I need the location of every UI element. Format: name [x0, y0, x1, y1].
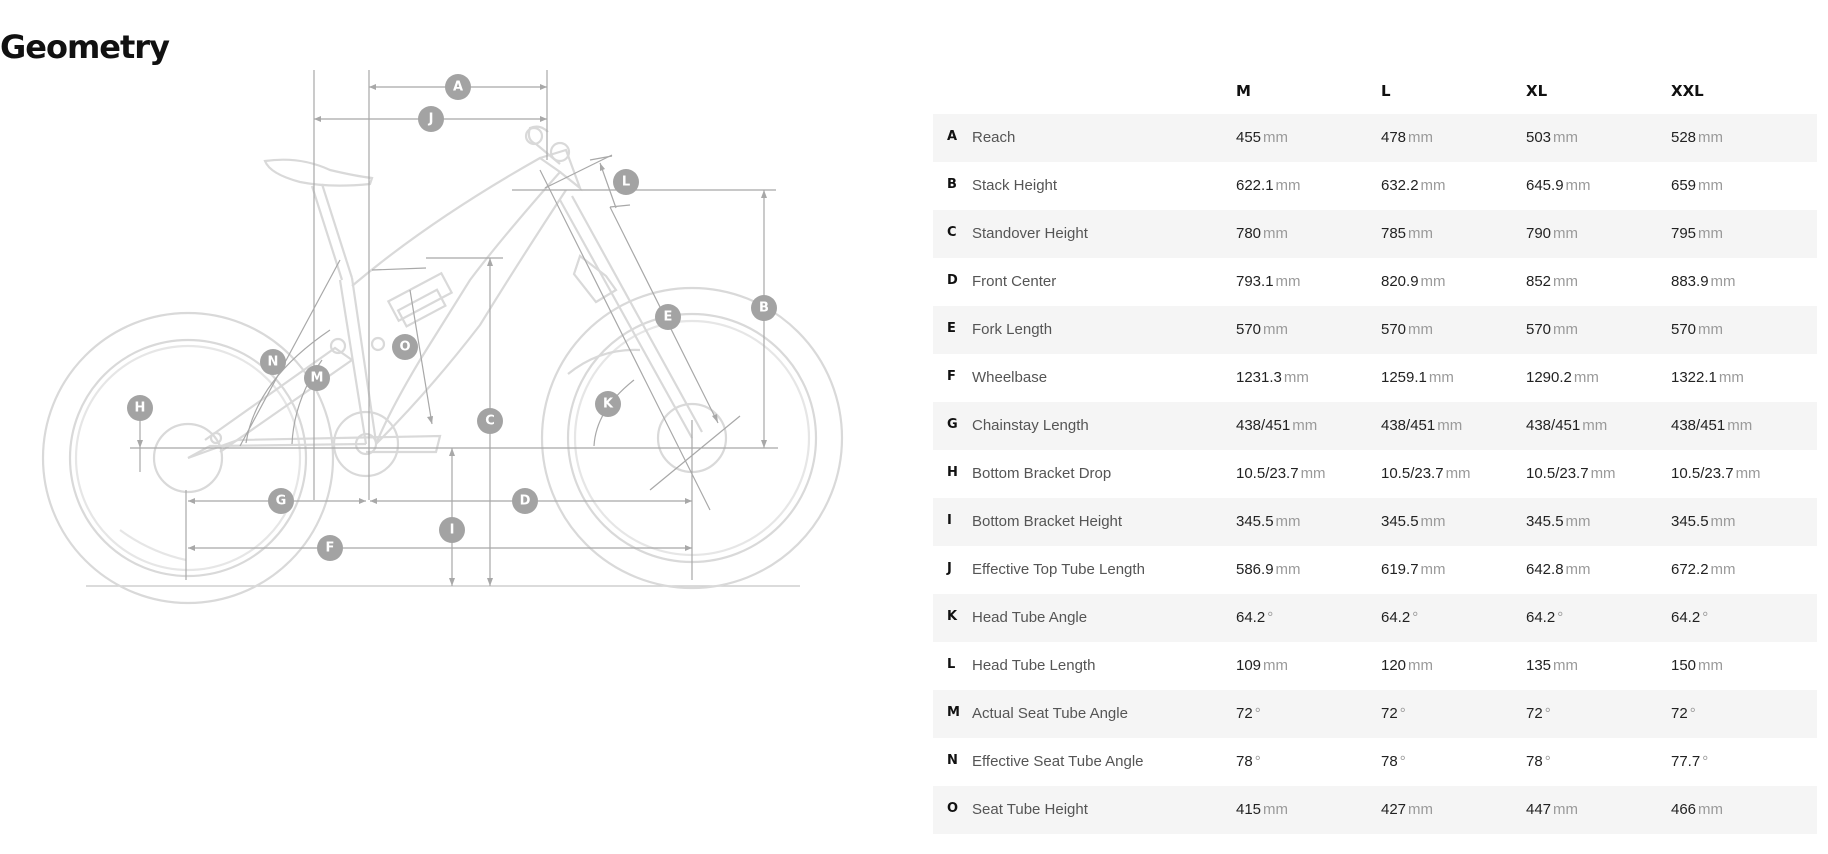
cell-value: 78: [1526, 753, 1543, 770]
cell-value: 447: [1526, 801, 1552, 818]
row-label: Fork Length: [972, 321, 1053, 338]
cell-unit: °: [1544, 753, 1551, 770]
cell-value: 466: [1671, 801, 1697, 818]
row-letter: M: [947, 705, 960, 720]
badge-i: [439, 517, 465, 543]
row-letter: N: [947, 753, 958, 768]
cell-value: 659: [1671, 177, 1697, 194]
cell-unit: mm: [1263, 321, 1289, 338]
row-letter: G: [947, 417, 958, 432]
cell-unit: mm: [1300, 465, 1326, 482]
badge-k: [595, 391, 621, 417]
cell-unit: °: [1702, 753, 1709, 770]
table-cell: [1381, 369, 1454, 386]
row-letter: O: [947, 801, 959, 816]
cell-unit: mm: [1735, 465, 1761, 482]
row-label: Head Tube Angle: [972, 609, 1088, 626]
table-cell: [1236, 177, 1301, 194]
cell-value: 570: [1381, 321, 1407, 338]
table-cell: [1671, 129, 1723, 146]
table-cell: [1236, 753, 1261, 770]
svg-text:N: N: [267, 354, 279, 370]
cell-value: 72: [1526, 705, 1543, 722]
cell-unit: mm: [1582, 417, 1608, 434]
row-label: Head Tube Length: [972, 657, 1096, 674]
badge-b: [751, 295, 777, 321]
cell-value: 345.5: [1526, 513, 1564, 530]
cell-unit: °: [1254, 753, 1261, 770]
table-cell: [1236, 225, 1288, 242]
cell-value: 528: [1671, 129, 1697, 146]
svg-text:A: A: [452, 79, 464, 95]
table-cell: [1671, 753, 1708, 770]
table-cell: [1526, 129, 1578, 146]
cell-unit: mm: [1553, 225, 1579, 242]
badge-l: [613, 169, 639, 195]
cell-unit: °: [1702, 609, 1709, 626]
table-cell: [1236, 129, 1288, 146]
cell-value: 1322.1: [1671, 369, 1717, 386]
badge-g: [268, 488, 294, 514]
table-cell: [1236, 465, 1326, 482]
cell-value: 438/451: [1381, 417, 1436, 434]
table-cell: [1236, 561, 1301, 578]
cell-unit: °: [1544, 705, 1551, 722]
table-cell: [1381, 129, 1433, 146]
cell-value: 642.8: [1526, 561, 1564, 578]
badge-f: [317, 535, 343, 561]
column-header-xl: XL: [1526, 82, 1548, 100]
table-cell: [1381, 177, 1446, 194]
cell-value: 455: [1236, 129, 1262, 146]
row-letter: H: [947, 465, 958, 480]
cell-value: 1290.2: [1526, 369, 1572, 386]
cell-value: 586.9: [1236, 561, 1274, 578]
cell-value: 1231.3: [1236, 369, 1282, 386]
cell-unit: mm: [1263, 225, 1289, 242]
table-cell: [1526, 657, 1578, 674]
cell-unit: mm: [1710, 561, 1736, 578]
table-cell: [1526, 417, 1607, 434]
cell-value: 415: [1236, 801, 1262, 818]
cell-unit: °: [1689, 705, 1696, 722]
cell-value: 72: [1236, 705, 1253, 722]
cell-value: 795: [1671, 225, 1697, 242]
cell-unit: mm: [1727, 417, 1753, 434]
table-cell: [1671, 273, 1736, 290]
badge-n: [260, 349, 286, 375]
cell-value: 790: [1526, 225, 1552, 242]
table-cell: [1526, 753, 1551, 770]
row-label: Chainstay Length: [972, 417, 1089, 434]
cell-value: 109: [1236, 657, 1262, 674]
table-row: [933, 786, 1817, 834]
row-label: Wheelbase: [972, 369, 1048, 386]
table-cell: [1671, 657, 1723, 674]
table-cell: [1671, 513, 1736, 530]
row-letter: F: [947, 369, 956, 384]
cell-value: 345.5: [1381, 513, 1419, 530]
dimension-lines: [130, 70, 778, 586]
svg-text:I: I: [449, 522, 455, 538]
table-row: [933, 114, 1817, 162]
cell-unit: mm: [1698, 129, 1724, 146]
cell-value: 883.9: [1671, 273, 1709, 290]
cell-value: 72: [1671, 705, 1688, 722]
cell-value: 438/451: [1526, 417, 1581, 434]
row-label: Bottom Bracket Drop: [972, 465, 1112, 482]
row-label: Front Center: [972, 273, 1057, 290]
table-cell: [1381, 609, 1418, 626]
cell-value: 438/451: [1236, 417, 1291, 434]
table-cell: [1526, 561, 1591, 578]
column-header-xxl: XXL: [1671, 82, 1704, 100]
table-cell: [1671, 321, 1723, 338]
cell-value: 852: [1526, 273, 1552, 290]
table-cell: [1381, 273, 1446, 290]
table-cell: [1381, 321, 1433, 338]
cell-unit: mm: [1553, 129, 1579, 146]
svg-text:B: B: [759, 300, 769, 316]
cell-unit: mm: [1263, 801, 1289, 818]
table-row: [933, 306, 1817, 354]
table-body: [933, 114, 1817, 834]
svg-text:M: M: [310, 370, 324, 386]
row-label: Stack Height: [972, 177, 1058, 194]
cell-value: 785: [1381, 225, 1407, 242]
cell-unit: mm: [1420, 561, 1446, 578]
cell-unit: mm: [1292, 417, 1318, 434]
badge-o: [392, 334, 418, 360]
row-letter: C: [947, 225, 957, 240]
row-letter: I: [947, 513, 952, 528]
cell-unit: mm: [1710, 273, 1736, 290]
table-row: [933, 210, 1817, 258]
table-cell: [1381, 417, 1462, 434]
table-cell: [1526, 177, 1591, 194]
svg-text:K: K: [602, 396, 614, 412]
table-row: [933, 258, 1817, 306]
cell-value: 78: [1236, 753, 1253, 770]
badge-e: [655, 304, 681, 330]
column-header-m: M: [1236, 82, 1251, 100]
cell-unit: mm: [1553, 273, 1579, 290]
bike-geometry-svg: [0, 60, 860, 620]
column-header-l: L: [1381, 82, 1391, 100]
badge-m: [304, 365, 330, 391]
cell-unit: mm: [1590, 465, 1616, 482]
cell-unit: °: [1267, 609, 1274, 626]
cell-unit: mm: [1698, 657, 1724, 674]
table-row: [933, 162, 1817, 210]
cell-unit: mm: [1408, 657, 1434, 674]
table-cell: [1236, 657, 1288, 674]
table-cell: [1381, 465, 1471, 482]
cell-value: 135: [1526, 657, 1552, 674]
cell-unit: mm: [1263, 657, 1289, 674]
badge-c: [477, 408, 503, 434]
cell-unit: mm: [1718, 369, 1744, 386]
table-row: [933, 642, 1817, 690]
row-label: Effective Seat Tube Angle: [972, 753, 1144, 770]
table-row: [933, 546, 1817, 594]
table-cell: [1526, 609, 1563, 626]
table-cell: [1381, 561, 1446, 578]
table-cell: [1526, 513, 1591, 530]
row-label: Effective Top Tube Length: [972, 561, 1145, 578]
cell-unit: mm: [1565, 177, 1591, 194]
table-cell: [1671, 369, 1744, 386]
cell-value: 793.1: [1236, 273, 1274, 290]
cell-unit: mm: [1437, 417, 1463, 434]
cell-unit: mm: [1275, 513, 1301, 530]
row-label: Standover Height: [972, 225, 1088, 242]
table-row: [933, 594, 1817, 642]
table-row: [933, 354, 1817, 402]
cell-value: 503: [1526, 129, 1552, 146]
cell-unit: mm: [1420, 177, 1446, 194]
table-cell: [1671, 801, 1723, 818]
svg-text:H: H: [134, 400, 146, 416]
table-cell: [1381, 801, 1433, 818]
table-cell: [1236, 609, 1273, 626]
cell-unit: mm: [1710, 513, 1736, 530]
row-letter: E: [947, 321, 956, 336]
table-row: [933, 738, 1817, 786]
svg-text:D: D: [519, 493, 531, 509]
cell-value: 622.1: [1236, 177, 1274, 194]
table-cell: [1671, 225, 1723, 242]
row-letter: J: [947, 561, 952, 576]
cell-value: 1259.1: [1381, 369, 1427, 386]
svg-text:C: C: [485, 413, 495, 429]
table-cell: [1671, 465, 1761, 482]
svg-text:L: L: [621, 174, 631, 190]
row-label: Reach: [972, 129, 1016, 146]
cell-value: 570: [1526, 321, 1552, 338]
cell-value: 345.5: [1236, 513, 1274, 530]
cell-unit: mm: [1553, 657, 1579, 674]
table-row: [933, 498, 1817, 546]
cell-unit: mm: [1698, 177, 1724, 194]
table-cell: [1381, 705, 1406, 722]
svg-text:E: E: [663, 309, 673, 325]
badge-a: [445, 74, 471, 100]
cell-value: 570: [1671, 321, 1697, 338]
cell-value: 78: [1381, 753, 1398, 770]
cell-value: 478: [1381, 129, 1407, 146]
badge-h: [127, 395, 153, 421]
cell-value: 10.5/23.7: [1526, 465, 1589, 482]
badge-j: [418, 106, 444, 132]
cell-value: 438/451: [1671, 417, 1726, 434]
cell-value: 345.5: [1671, 513, 1709, 530]
table-header: [933, 70, 1817, 114]
cell-unit: mm: [1420, 273, 1446, 290]
table-cell: [1526, 705, 1551, 722]
table-cell: [1671, 705, 1696, 722]
table-cell: [1526, 273, 1578, 290]
table-cell: [1671, 417, 1752, 434]
cell-value: 820.9: [1381, 273, 1419, 290]
table-cell: [1671, 561, 1736, 578]
svg-text:G: G: [275, 493, 287, 509]
cell-value: 619.7: [1381, 561, 1419, 578]
table-cell: [1671, 177, 1723, 194]
cell-unit: mm: [1420, 513, 1446, 530]
cell-value: 77.7: [1671, 753, 1701, 770]
cell-value: 64.2: [1671, 609, 1701, 626]
row-label: Seat Tube Height: [972, 801, 1088, 818]
row-letter: L: [947, 657, 956, 672]
cell-unit: °: [1399, 705, 1406, 722]
cell-unit: °: [1254, 705, 1261, 722]
cell-value: 64.2: [1526, 609, 1556, 626]
table-cell: [1236, 801, 1288, 818]
badge-d: [512, 488, 538, 514]
cell-value: 10.5/23.7: [1671, 465, 1734, 482]
cell-unit: mm: [1408, 801, 1434, 818]
page-title: Geometry: [0, 28, 169, 66]
cell-unit: mm: [1698, 321, 1724, 338]
table-cell: [1236, 321, 1288, 338]
table-cell: [1526, 321, 1578, 338]
cell-value: 120: [1381, 657, 1407, 674]
table-cell: [1381, 513, 1446, 530]
table-cell: [1381, 657, 1433, 674]
table-cell: [1381, 753, 1406, 770]
svg-text:O: O: [399, 339, 411, 355]
geometry-table: [933, 70, 1817, 834]
row-letter: B: [947, 177, 957, 192]
cell-value: 10.5/23.7: [1381, 465, 1444, 482]
row-letter: D: [947, 273, 958, 288]
cell-unit: mm: [1275, 561, 1301, 578]
cell-unit: mm: [1698, 801, 1724, 818]
cell-value: 150: [1671, 657, 1697, 674]
cell-unit: mm: [1283, 369, 1309, 386]
cell-unit: mm: [1408, 225, 1434, 242]
row-letter: A: [947, 129, 958, 144]
table-cell: [1526, 801, 1578, 818]
cell-value: 64.2: [1236, 609, 1266, 626]
row-label: Actual Seat Tube Angle: [972, 705, 1128, 722]
cell-unit: mm: [1698, 225, 1724, 242]
table-cell: [1236, 369, 1309, 386]
cell-value: 645.9: [1526, 177, 1564, 194]
cell-value: 632.2: [1381, 177, 1419, 194]
row-label: Bottom Bracket Height: [972, 513, 1123, 530]
table-row: [933, 690, 1817, 738]
cell-value: 570: [1236, 321, 1262, 338]
table-row: [933, 402, 1817, 450]
table-row: [933, 450, 1817, 498]
cell-value: 10.5/23.7: [1236, 465, 1299, 482]
cell-unit: mm: [1573, 369, 1599, 386]
cell-value: 672.2: [1671, 561, 1709, 578]
cell-unit: mm: [1553, 321, 1579, 338]
cell-unit: mm: [1275, 273, 1301, 290]
table-cell: [1236, 705, 1261, 722]
cell-unit: °: [1557, 609, 1564, 626]
row-letter: K: [947, 609, 958, 624]
cell-unit: mm: [1263, 129, 1289, 146]
table-cell: [1381, 225, 1433, 242]
cell-value: 64.2: [1381, 609, 1411, 626]
cell-unit: mm: [1445, 465, 1471, 482]
table-cell: [1236, 273, 1301, 290]
cell-value: 780: [1236, 225, 1262, 242]
table-cell: [1526, 369, 1599, 386]
cell-unit: °: [1412, 609, 1419, 626]
cell-unit: mm: [1428, 369, 1454, 386]
table-cell: [1526, 225, 1578, 242]
svg-text:F: F: [325, 540, 335, 556]
cell-unit: °: [1399, 753, 1406, 770]
table-cell: [1236, 513, 1301, 530]
cell-unit: mm: [1275, 177, 1301, 194]
cell-unit: mm: [1565, 561, 1591, 578]
table-cell: [1236, 417, 1317, 434]
cell-value: 427: [1381, 801, 1407, 818]
table-cell: [1526, 465, 1616, 482]
cell-unit: mm: [1565, 513, 1591, 530]
cell-unit: mm: [1553, 801, 1579, 818]
geometry-diagram: [0, 60, 860, 620]
cell-unit: mm: [1408, 321, 1434, 338]
cell-unit: mm: [1408, 129, 1434, 146]
svg-text:J: J: [428, 111, 434, 127]
table-cell: [1671, 609, 1708, 626]
cell-value: 72: [1381, 705, 1398, 722]
